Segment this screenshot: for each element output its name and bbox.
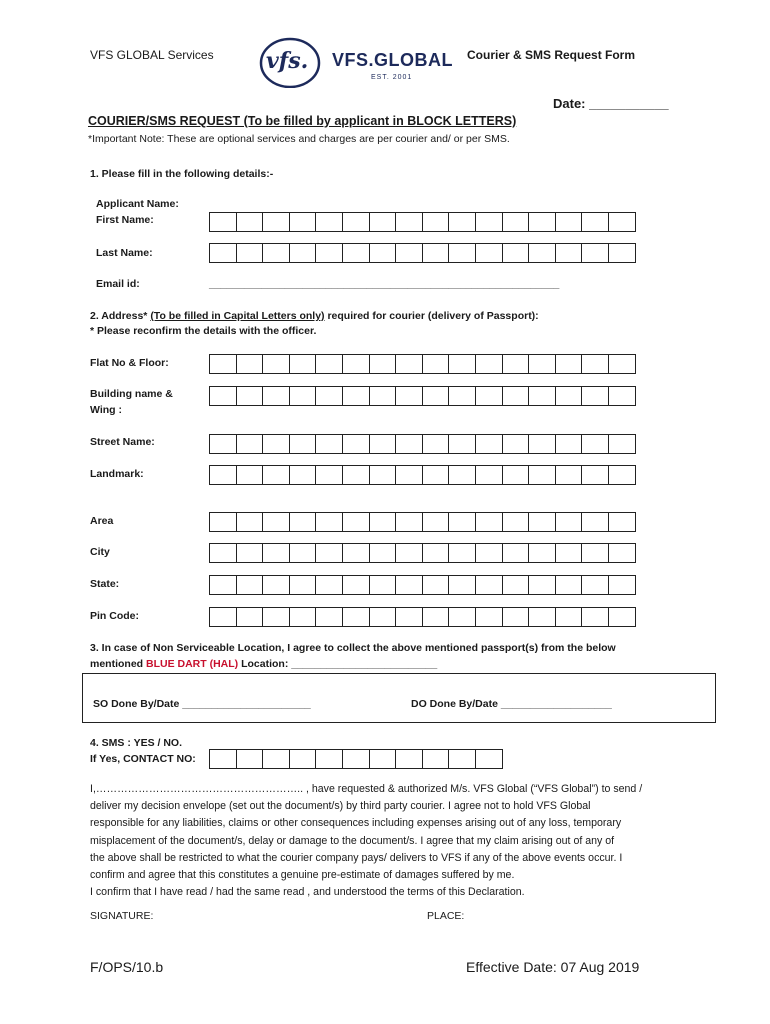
char-box[interactable]: [316, 749, 343, 769]
last-name-char-boxes[interactable]: [209, 243, 636, 263]
char-box[interactable]: [316, 575, 343, 595]
char-box[interactable]: [529, 434, 556, 454]
char-box[interactable]: [556, 354, 583, 374]
char-box[interactable]: [316, 354, 343, 374]
char-box[interactable]: [556, 465, 583, 485]
street-name-label: Street Name:: [90, 436, 155, 448]
char-box[interactable]: [503, 212, 530, 232]
char-box[interactable]: [210, 575, 237, 595]
char-box[interactable]: [556, 607, 583, 627]
char-box[interactable]: [556, 543, 583, 563]
char-box[interactable]: [237, 354, 264, 374]
char-box[interactable]: [609, 512, 636, 532]
char-box[interactable]: [316, 512, 343, 532]
char-box[interactable]: [529, 512, 556, 532]
char-box[interactable]: [290, 607, 317, 627]
building-name-char-boxes[interactable]: [209, 386, 636, 406]
char-box[interactable]: [582, 212, 609, 232]
flat-floor-label: Flat No & Floor:: [90, 357, 169, 369]
char-box[interactable]: [210, 607, 237, 627]
char-box[interactable]: [476, 354, 503, 374]
char-box[interactable]: [237, 575, 264, 595]
char-box[interactable]: [396, 243, 423, 263]
char-box[interactable]: [609, 575, 636, 595]
date-field-label[interactable]: Date: ___________: [553, 96, 669, 111]
reconfirm-note: * Please reconfirm the details with the officer.: [90, 325, 317, 337]
char-box[interactable]: [370, 749, 397, 769]
char-box[interactable]: [476, 543, 503, 563]
char-box[interactable]: [370, 465, 397, 485]
landmark-char-boxes[interactable]: [209, 465, 636, 485]
char-box[interactable]: [210, 465, 237, 485]
char-box[interactable]: [343, 512, 370, 532]
header-left-text: VFS GLOBAL Services: [90, 48, 214, 62]
char-box[interactable]: [582, 512, 609, 532]
char-box[interactable]: [210, 749, 237, 769]
char-box[interactable]: [449, 243, 476, 263]
declaration-line: misplacement of the document/s, delay or damage to the document/s. I agree that my claim arising out of any of: [90, 834, 615, 847]
char-box[interactable]: [423, 386, 450, 406]
char-box[interactable]: [423, 543, 450, 563]
char-box[interactable]: [343, 243, 370, 263]
char-box[interactable]: [449, 465, 476, 485]
char-box[interactable]: [503, 465, 530, 485]
char-box[interactable]: [290, 749, 317, 769]
char-box[interactable]: [316, 543, 343, 563]
char-box[interactable]: [529, 212, 556, 232]
char-box[interactable]: [582, 354, 609, 374]
char-box[interactable]: [263, 512, 290, 532]
char-box[interactable]: [503, 434, 530, 454]
char-box[interactable]: [582, 543, 609, 563]
declaration-line: confirm and agree that this constitutes a genuine pre-estimate of damages suffered by me.: [90, 869, 515, 882]
char-box[interactable]: [582, 243, 609, 263]
char-box[interactable]: [263, 575, 290, 595]
city-label: City: [90, 546, 110, 558]
street-name-char-boxes[interactable]: [209, 434, 636, 454]
sms-option-text: 4. SMS : YES / NO.: [90, 737, 182, 749]
char-box[interactable]: [556, 243, 583, 263]
char-box[interactable]: [396, 212, 423, 232]
signature-label: SIGNATURE:: [90, 910, 154, 922]
char-box[interactable]: [237, 749, 264, 769]
applicant-name-label: Applicant Name:: [96, 198, 179, 210]
char-box[interactable]: [556, 512, 583, 532]
declaration-line: deliver my decision envelope (set out the document/s) by third party courier. I agree not to hold VFS Global: [90, 800, 591, 813]
char-box[interactable]: [609, 354, 636, 374]
char-box[interactable]: [476, 386, 503, 406]
declaration-line: I confirm that I have read / had the same read , and understood the terms of this Declaration.: [90, 886, 525, 899]
char-box[interactable]: [343, 575, 370, 595]
city-char-boxes[interactable]: [209, 543, 636, 563]
char-box[interactable]: [316, 386, 343, 406]
char-box[interactable]: [582, 607, 609, 627]
char-box[interactable]: [290, 512, 317, 532]
section-1-heading: 1. Please fill in the following details:-: [90, 168, 274, 180]
char-box[interactable]: [237, 243, 264, 263]
email-input-line[interactable]: ____________________________________________________________: [209, 278, 560, 290]
char-box[interactable]: [237, 543, 264, 563]
char-box[interactable]: [529, 243, 556, 263]
char-box[interactable]: [529, 465, 556, 485]
char-box[interactable]: [449, 749, 476, 769]
char-box[interactable]: [343, 607, 370, 627]
landmark-label: Landmark:: [90, 468, 144, 480]
char-box[interactable]: [503, 607, 530, 627]
footer-effective-date: Effective Date: 07 Aug 2019: [466, 959, 640, 975]
char-box[interactable]: [556, 575, 583, 595]
char-box[interactable]: [290, 434, 317, 454]
char-box[interactable]: [290, 386, 317, 406]
char-box[interactable]: [290, 543, 317, 563]
char-box[interactable]: [396, 465, 423, 485]
char-box[interactable]: [423, 243, 450, 263]
char-box[interactable]: [529, 386, 556, 406]
char-box[interactable]: [449, 354, 476, 374]
char-box[interactable]: [503, 243, 530, 263]
char-box[interactable]: [210, 543, 237, 563]
char-box[interactable]: [582, 386, 609, 406]
char-box[interactable]: [529, 607, 556, 627]
char-box[interactable]: [423, 512, 450, 532]
char-box[interactable]: [263, 354, 290, 374]
char-box[interactable]: [396, 512, 423, 532]
char-box[interactable]: [237, 607, 264, 627]
char-box[interactable]: [290, 575, 317, 595]
area-label: Area: [90, 515, 114, 527]
char-box[interactable]: [343, 386, 370, 406]
char-box[interactable]: [370, 354, 397, 374]
char-box[interactable]: [237, 212, 264, 232]
char-box[interactable]: [237, 434, 264, 454]
char-box[interactable]: [476, 607, 503, 627]
char-box[interactable]: [343, 543, 370, 563]
section-3-line-1: 3. In case of Non Serviceable Location, I agree to collect the above mentioned passport(s) from the below: [90, 642, 616, 654]
char-box[interactable]: [556, 212, 583, 232]
char-box[interactable]: [396, 543, 423, 563]
first-name-char-boxes[interactable]: [209, 212, 636, 232]
char-box[interactable]: [210, 354, 237, 374]
char-box[interactable]: [423, 434, 450, 454]
char-box[interactable]: [210, 212, 237, 232]
declaration-paragraph: [90, 781, 680, 901]
char-box[interactable]: [609, 543, 636, 563]
char-box[interactable]: [609, 243, 636, 263]
char-box[interactable]: [263, 543, 290, 563]
char-box[interactable]: [263, 749, 290, 769]
char-box[interactable]: [396, 607, 423, 627]
char-box[interactable]: [556, 434, 583, 454]
state-char-boxes[interactable]: [209, 575, 636, 595]
pin-code-char-boxes[interactable]: [209, 607, 636, 627]
wing-label: Wing :: [90, 404, 122, 416]
form-title: COURIER/SMS REQUEST (To be filled by applicant in BLOCK LETTERS): [88, 114, 517, 128]
char-box[interactable]: [343, 749, 370, 769]
do-done-by-field[interactable]: DO Done By/Date ___________________: [411, 698, 612, 710]
char-box[interactable]: [316, 607, 343, 627]
char-box[interactable]: [556, 386, 583, 406]
char-box[interactable]: [609, 607, 636, 627]
footer-form-code: F/OPS/10.b: [90, 959, 164, 975]
state-label: State:: [90, 578, 120, 590]
building-name-label: Building name &: [90, 388, 173, 400]
char-box[interactable]: [316, 465, 343, 485]
char-box[interactable]: [237, 386, 264, 406]
char-box[interactable]: [476, 575, 503, 595]
section-2-heading: [90, 310, 539, 322]
char-box[interactable]: [476, 749, 503, 769]
char-box[interactable]: [316, 212, 343, 232]
char-box[interactable]: [529, 575, 556, 595]
char-box[interactable]: [263, 434, 290, 454]
char-box[interactable]: [423, 354, 450, 374]
char-box[interactable]: [423, 465, 450, 485]
char-box[interactable]: [449, 543, 476, 563]
char-box[interactable]: [370, 212, 397, 232]
char-box[interactable]: [396, 434, 423, 454]
char-box[interactable]: [343, 465, 370, 485]
char-box[interactable]: [582, 434, 609, 454]
char-box[interactable]: [503, 386, 530, 406]
char-box[interactable]: [476, 212, 503, 232]
blue-dart-location-text: BLUE DART (HAL): [146, 658, 239, 670]
char-box[interactable]: [263, 607, 290, 627]
char-box[interactable]: [370, 607, 397, 627]
char-box[interactable]: [396, 354, 423, 374]
char-box[interactable]: [237, 465, 264, 485]
so-done-by-field[interactable]: SO Done By/Date ______________________: [93, 698, 311, 710]
char-box[interactable]: [343, 354, 370, 374]
char-box[interactable]: [449, 575, 476, 595]
char-box[interactable]: [370, 434, 397, 454]
char-box[interactable]: [476, 434, 503, 454]
char-box[interactable]: [476, 465, 503, 485]
office-use-box: [82, 673, 716, 723]
char-box[interactable]: [582, 465, 609, 485]
char-box[interactable]: [503, 512, 530, 532]
important-note: *Important Note: These are optional services and charges are per courier and/ or per SMS.: [88, 133, 510, 145]
char-box[interactable]: [529, 354, 556, 374]
char-box[interactable]: [210, 386, 237, 406]
place-label: PLACE:: [427, 910, 465, 922]
char-box[interactable]: [210, 512, 237, 532]
contact-no-char-boxes[interactable]: [209, 749, 503, 769]
char-box[interactable]: [290, 465, 317, 485]
char-box[interactable]: [503, 543, 530, 563]
first-name-label: First Name:: [96, 214, 154, 226]
char-box[interactable]: [423, 212, 450, 232]
char-box[interactable]: [263, 386, 290, 406]
char-box[interactable]: [609, 465, 636, 485]
char-box[interactable]: [476, 243, 503, 263]
char-box[interactable]: [290, 354, 317, 374]
char-box[interactable]: [529, 543, 556, 563]
char-box[interactable]: [316, 434, 343, 454]
declaration-line: responsible for any liabilities, claims or other consequences including expenses arising out of any loss, temporary: [90, 817, 622, 830]
char-box[interactable]: [370, 543, 397, 563]
char-box[interactable]: [396, 575, 423, 595]
section-2-heading-suffix: required for courier (delivery of Passport):: [324, 310, 539, 322]
section-3-line-2: [90, 658, 437, 670]
char-box[interactable]: [263, 243, 290, 263]
char-box[interactable]: [449, 386, 476, 406]
char-box[interactable]: [237, 512, 264, 532]
char-box[interactable]: [343, 212, 370, 232]
char-box[interactable]: [449, 434, 476, 454]
char-box[interactable]: [609, 386, 636, 406]
section-3-location-line[interactable]: Location: _________________________: [238, 658, 438, 670]
char-box[interactable]: [343, 434, 370, 454]
char-box[interactable]: [449, 512, 476, 532]
char-box[interactable]: [449, 212, 476, 232]
flat-floor-char-boxes[interactable]: [209, 354, 636, 374]
section-2-heading-underlined: (To be filled in Capital Letters only): [150, 310, 325, 322]
section-2-heading-prefix: 2. Address*: [90, 310, 151, 322]
char-box[interactable]: [503, 575, 530, 595]
char-box[interactable]: [316, 243, 343, 263]
contact-no-label: If Yes, CONTACT NO:: [90, 753, 196, 765]
char-box[interactable]: [370, 512, 397, 532]
header-right-text: Courier & SMS Request Form: [467, 48, 636, 62]
declaration-line: I,………………………………………………….. , have requested & authorized M/s. VFS Global (“VFS Global”) to send /: [90, 783, 643, 795]
last-name-label: Last Name:: [96, 247, 153, 259]
char-box[interactable]: [210, 434, 237, 454]
char-box[interactable]: [370, 386, 397, 406]
char-box[interactable]: [396, 749, 423, 769]
area-char-boxes[interactable]: [209, 512, 636, 532]
logo-name-text: VFS.GLOBAL: [332, 50, 453, 70]
char-box[interactable]: [423, 749, 450, 769]
char-box[interactable]: [290, 243, 317, 263]
char-box[interactable]: [370, 575, 397, 595]
logo-mark-text: vfs.: [266, 48, 309, 74]
email-label: Email id:: [96, 278, 140, 290]
char-box[interactable]: [609, 434, 636, 454]
char-box[interactable]: [423, 575, 450, 595]
char-box[interactable]: [370, 243, 397, 263]
declaration-line: the above shall be restricted to what the courier company pays/ delivers to VFS if any of the above events occur. I: [90, 851, 623, 864]
char-box[interactable]: [263, 212, 290, 232]
char-box[interactable]: [396, 386, 423, 406]
section-3-prefix: mentioned: [90, 658, 147, 670]
char-box[interactable]: [263, 465, 290, 485]
vfs-global-logo: [258, 36, 458, 88]
char-box[interactable]: [290, 212, 317, 232]
logo-est-text: EST. 2001: [371, 74, 413, 81]
char-box[interactable]: [503, 354, 530, 374]
char-box[interactable]: [210, 243, 237, 263]
char-box[interactable]: [449, 607, 476, 627]
char-box[interactable]: [609, 212, 636, 232]
char-box[interactable]: [582, 575, 609, 595]
pin-code-label: Pin Code:: [90, 610, 139, 622]
char-box[interactable]: [476, 512, 503, 532]
char-box[interactable]: [423, 607, 450, 627]
